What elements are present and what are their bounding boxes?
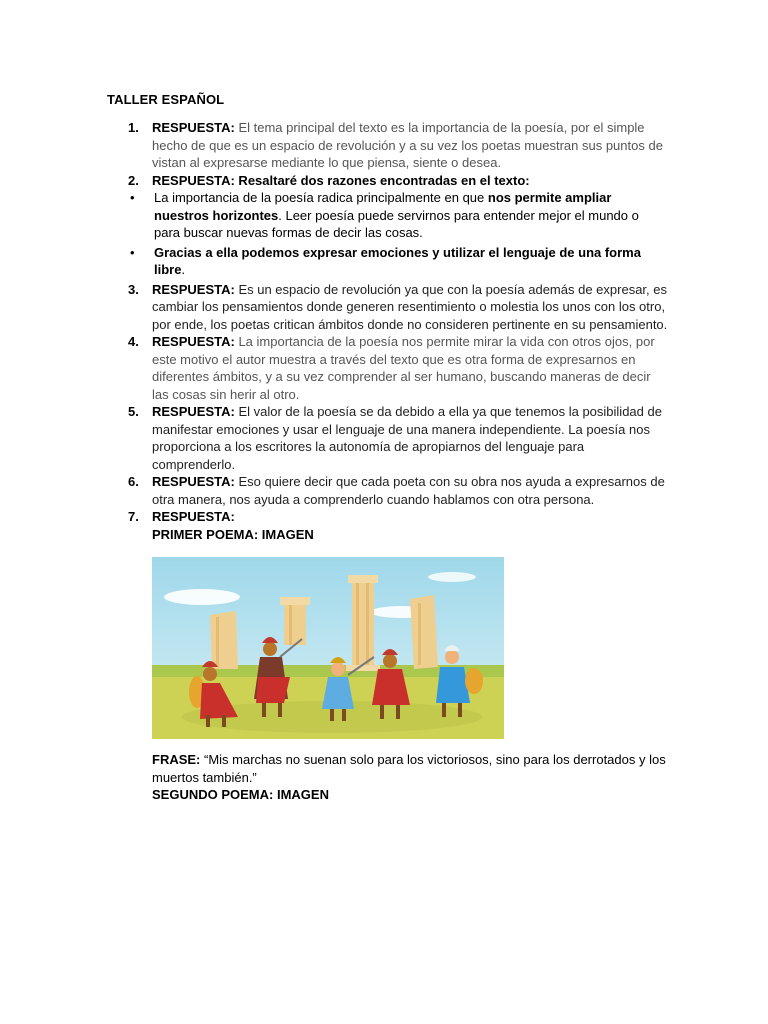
item-number: 4. <box>128 334 139 349</box>
bullet-text: . <box>181 262 186 277</box>
answer-1 <box>108 119 668 172</box>
column-left <box>280 597 310 645</box>
bullet-text: . Leer poesía puede servirnos para entender mejor el mundo o para buscar nuevas formas de decir las cosas. <box>154 207 639 240</box>
broken-column-left <box>210 611 238 669</box>
answer-text: Es un espacio de revolución ya que con la poesía además de expresar, es cambiar los pensamientos donde generen resentimiento o molestia los unos con los otro, por ende, los poetas critican ámbitos donde no consideren pertinente en su pensamiento. <box>152 281 668 332</box>
item-number: 2. <box>128 172 139 188</box>
phrase <box>152 751 668 786</box>
bullet-icon: • <box>130 244 135 260</box>
answer-label: RESPUESTA: <box>152 404 235 419</box>
item-number: 1. <box>128 120 139 135</box>
item-number: 5. <box>128 404 139 419</box>
first-poem-heading: PRIMER POEMA: IMAGEN <box>152 526 314 542</box>
answer-label: RESPUESTA: <box>152 120 235 135</box>
answers-list <box>108 119 668 804</box>
item-number: 3. <box>128 281 139 297</box>
answer-text: El valor de la poesía se da debido a ella ya que tenemos la posibilidad de manifestar emociones y usar el lenguaje de una manera independiente. La poesía nos proporciona a los escritores la autonomía de apropiarnos del lenguaje para comprenderlo. <box>152 404 662 472</box>
answer-label: RESPUESTA: Resaltaré dos razones encontradas en el texto: <box>152 172 530 188</box>
list-item <box>108 244 668 279</box>
bullet-bold-text: Gracias a ella podemos expresar emociones y utilizar el lenguaje de una forma libre <box>154 244 641 277</box>
answer-label: RESPUESTA: <box>152 474 235 489</box>
warriors-battle-illustration <box>152 557 504 739</box>
item-number: 7. <box>128 509 139 524</box>
answer-label: RESPUESTA: <box>152 281 235 297</box>
document-title: TALLER ESPAÑOL <box>107 92 225 107</box>
list-item <box>108 189 668 242</box>
answer-label: RESPUESTA: <box>152 509 235 524</box>
reasons-list <box>108 189 668 279</box>
answer-label: RESPUESTA: <box>152 334 235 349</box>
broken-column-right <box>410 595 438 669</box>
item-number: 6. <box>128 474 139 489</box>
phrase-label: FRASE: <box>152 752 201 767</box>
bullet-bold-text: nos permite ampliar nuestros horizontes <box>154 190 612 223</box>
answer-text: El tema principal del texto es la importancia de la poesía, por el simple hecho de que es un espacio de revolución y a su vez los poetas muestran sus puntos de vistan al expresarse mediante lo que piensa, siente o desea. <box>152 120 663 170</box>
bullet-text: La importancia de la poesía radica principalmente en que <box>154 190 488 205</box>
answer-7 <box>108 508 668 804</box>
phrase-text: “Mis marchas no suenan solo para los victoriosos, sino para los derrotados y los muertos también.” <box>152 752 666 785</box>
second-poem-heading: SEGUNDO POEMA: IMAGEN <box>152 787 329 802</box>
answer-3 <box>108 281 668 334</box>
answer-5 <box>108 403 668 473</box>
bullet-icon: • <box>130 190 135 205</box>
answer-2 <box>108 172 668 190</box>
answer-4 <box>108 333 668 403</box>
answer-text: La importancia de la poesía nos permite mirar la vida con otros ojos, por este motivo el autor muestra a través del texto que es otra forma de expresarnos en diferentes ámbitos, y a su vez comprender al ser humano, buscando maneras de decir las cosas sin herir al otro. <box>152 334 655 402</box>
answer-text: Eso quiere decir que cada poeta con su obra nos ayuda a expresarnos de otra manera, nos ayuda a comprenderlo cuando hablamos con otra persona. <box>152 474 665 507</box>
answer-6 <box>108 473 668 508</box>
